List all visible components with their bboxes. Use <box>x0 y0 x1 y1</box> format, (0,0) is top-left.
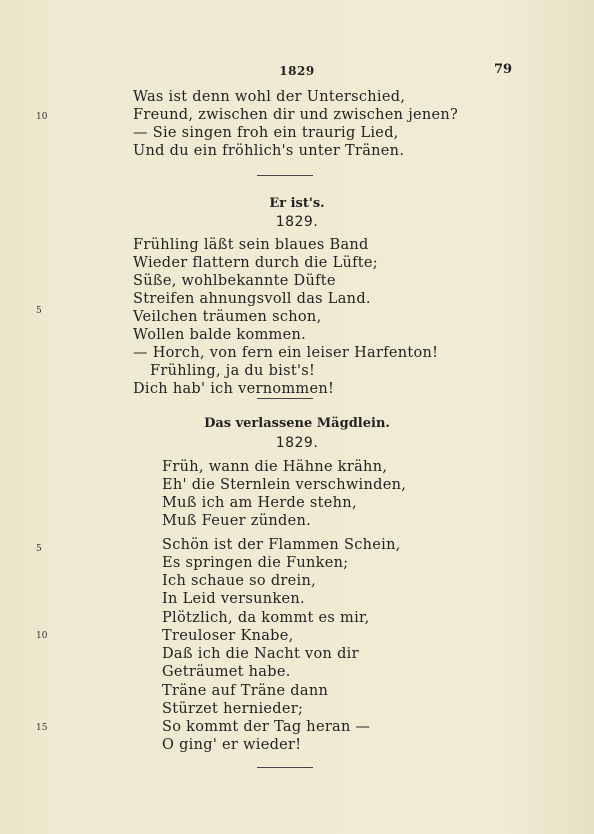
line-number: 5 <box>36 544 42 554</box>
verse-line: Dich hab' ich vernommen! <box>133 381 335 397</box>
section-divider <box>257 767 313 768</box>
line-number: 10 <box>36 112 48 122</box>
poem-year: 1829. <box>275 214 319 230</box>
verse-line: O ging' er wieder! <box>162 737 302 753</box>
line-number: 10 <box>36 631 48 641</box>
poem-title: Er ist's. <box>269 196 325 211</box>
poem-title: Das verlassene Mägdlein. <box>204 416 390 431</box>
verse-line: Stürzet hernieder; <box>162 701 304 717</box>
verse-line: Daß ich die Nacht von dir <box>162 646 359 662</box>
verse-line: Ich schaue so drein, <box>162 573 317 589</box>
verse-line: — Horch, von fern ein leiser Harfenton! <box>133 345 439 361</box>
verse-line: Geträumet habe. <box>162 664 291 680</box>
verse-line: Treuloser Knabe, <box>162 628 294 644</box>
line-number: 15 <box>36 723 48 733</box>
verse-line: Eh' die Sternlein verschwinden, <box>162 477 407 493</box>
verse-line: Süße, wohlbekannte Düfte <box>133 273 336 289</box>
verse-line: Plötzlich, da kommt es mir, <box>162 610 370 626</box>
verse-line: Träne auf Träne dann <box>162 683 329 699</box>
section-divider <box>257 175 313 176</box>
verse-line: Wollen balde kommen. <box>133 327 307 343</box>
verse-line: Frühling, ja du bist's! <box>150 363 316 379</box>
poem-year: 1829. <box>275 435 319 451</box>
verse-line: Veilchen träumen schon, <box>133 309 322 325</box>
verse-line: Muß Feuer zünden. <box>162 513 312 529</box>
verse-line: Früh, wann die Hähne krähn, <box>162 459 388 475</box>
page-number: 79 <box>494 62 513 77</box>
verse-line: — Sie singen froh ein traurig Lied, <box>133 125 399 141</box>
verse-line: Es springen die Funken; <box>162 555 349 571</box>
section-divider <box>257 398 313 399</box>
verse-line: Frühling läßt sein blaues Band <box>133 237 369 253</box>
verse-line: In Leid versunken. <box>162 591 305 607</box>
line-number: 5 <box>36 306 42 316</box>
verse-line: So kommt der Tag heran — <box>162 719 371 735</box>
verse-line: Und du ein fröhlich's unter Tränen. <box>133 143 405 159</box>
verse-line: Muß ich am Herde stehn, <box>162 495 357 511</box>
verse-line: Was ist denn wohl der Unterschied, <box>133 89 406 105</box>
verse-line: Streifen ahnungsvoll das Land. <box>133 291 371 307</box>
verse-line: Wieder flattern durch die Lüfte; <box>133 255 378 271</box>
verse-line: Schön ist der Flammen Schein, <box>162 537 401 553</box>
verse-line: Freund, zwischen dir und zwischen jenen? <box>133 107 459 123</box>
running-head-year: 1829 <box>279 64 315 78</box>
